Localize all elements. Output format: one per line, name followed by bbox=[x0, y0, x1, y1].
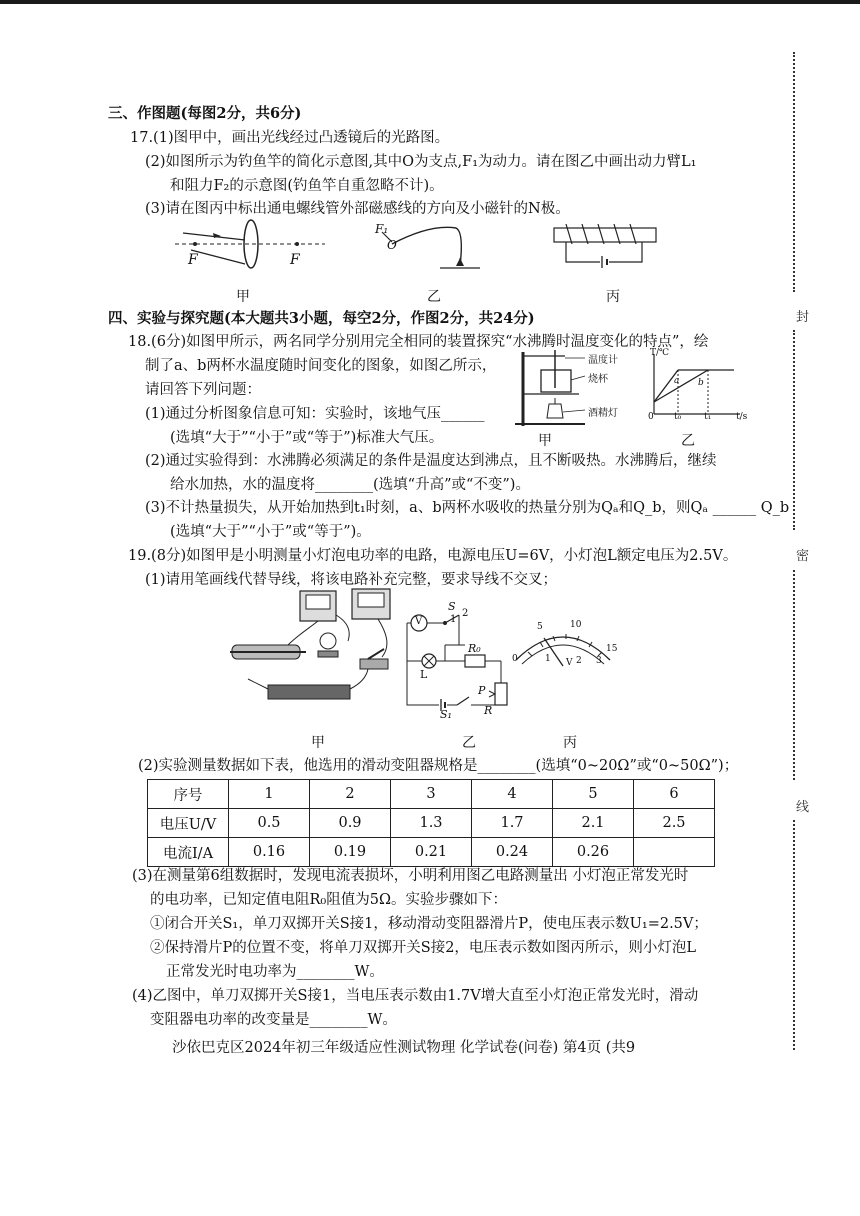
table-cell: 电流I/A bbox=[148, 838, 229, 867]
graph-origin: 0 bbox=[648, 412, 654, 422]
fig17-caption-yi: 乙 bbox=[427, 289, 441, 305]
terminal-1-label: 1 bbox=[450, 614, 457, 625]
q19-line3: (2)实验测量数据如下表，他选用的滑动变阻器规格是________(选填“0~20Ω”或“0~50Ω”)； bbox=[138, 758, 739, 774]
q17-part1: 17.(1)图甲中，画出光线经过凸透镜后的光路图。 bbox=[130, 130, 450, 146]
graph-line-a: a bbox=[674, 376, 680, 386]
lamp-l-label: L bbox=[420, 668, 428, 681]
slider-p-label: P bbox=[478, 684, 486, 697]
table-cell: 4 bbox=[472, 780, 553, 809]
alcohol-lamp-label: 酒精灯 bbox=[588, 408, 618, 419]
table-cell: 0.24 bbox=[472, 838, 553, 867]
switch-s-label: S bbox=[448, 600, 456, 613]
force-f1-label: F₁ bbox=[375, 222, 389, 236]
fig17-caption-bing: 丙 bbox=[606, 289, 620, 305]
dial-tick-3: 3 bbox=[596, 656, 602, 666]
fig19-caption-bing: 丙 bbox=[563, 735, 577, 751]
dial-unit: V bbox=[566, 658, 573, 668]
q19-line1: 19.(8分)如图甲是小明测量小灯泡电功率的电路，电源电压U=6V，小灯泡L额定电压为2.5V。 bbox=[128, 548, 738, 564]
graph-t0: t₀ bbox=[674, 412, 682, 422]
resistor-r0-label: R₀ bbox=[468, 642, 481, 655]
binding-line-dots bbox=[793, 330, 795, 530]
graph-t1: t₁ bbox=[704, 412, 712, 422]
switch-s1-label: S₁ bbox=[440, 708, 452, 721]
table-cell: 电压U/V bbox=[148, 809, 229, 838]
q19-line2: (1)请用笔画线代替导线，将该电路补充完整，要求导线不交叉； bbox=[145, 572, 558, 588]
focus-label-left: F bbox=[188, 252, 198, 268]
dial-tick-1: 1 bbox=[545, 654, 551, 664]
voltmeter-symbol-label: V bbox=[415, 616, 423, 627]
q18-line8: (3)不计热量损失，从开始加热到t₁时刻，a、b两杯水吸收的热量分别为Qₐ和Q_b，则Qₐ ______ Q_b bbox=[145, 500, 790, 516]
table-cell: 0.26 bbox=[553, 838, 634, 867]
table-row bbox=[148, 838, 715, 867]
dial-tick-15: 15 bbox=[606, 644, 618, 654]
table-cell: 2.1 bbox=[553, 809, 634, 838]
table-row bbox=[148, 809, 715, 838]
q18-line1: 18.(6分)如图甲所示，两名同学分别用完全相同的装置探究“水沸腾时温度变化的特点”，绘 bbox=[128, 334, 709, 350]
table-cell: 0.16 bbox=[229, 838, 310, 867]
q17-part2b: 和阻力F₂的示意图(钓鱼竿自重忽略不计)。 bbox=[170, 178, 444, 194]
binding-mark: 密 bbox=[796, 549, 810, 564]
q18-line2: 制了a、b两杯水温度随时间变化的图象，如图乙所示， bbox=[145, 358, 497, 374]
table-cell: 2 bbox=[310, 780, 391, 809]
fig18-caption-yi: 乙 bbox=[681, 433, 695, 449]
rheostat-r-label: R bbox=[484, 704, 493, 717]
table-cell: 0.19 bbox=[310, 838, 391, 867]
q19-line8: 正常发光时电功率为________W。 bbox=[166, 964, 384, 980]
table-cell: 1.7 bbox=[472, 809, 553, 838]
q18-line5: (选填“大于”“小于”或“等于”)标准大气压。 bbox=[170, 430, 444, 446]
table-cell: 序号 bbox=[148, 780, 229, 809]
q19-line9: (4)乙图中，单刀双掷开关S接1，当电压表示数由1.7V增大直至小灯泡正常发光时，滑动 bbox=[132, 988, 699, 1004]
table-cell: 0.21 bbox=[391, 838, 472, 867]
dial-tick-0: 0 bbox=[512, 654, 518, 664]
q19-line5: 的电功率，已知定值电阻R₀阻值为5Ω。实验步骤如下： bbox=[150, 892, 507, 908]
dial-tick-2: 2 bbox=[576, 656, 582, 666]
table-cell: 1.3 bbox=[391, 809, 472, 838]
table-cell: 0.5 bbox=[229, 809, 310, 838]
q18-line9: (选填“大于”“小于”或“等于”)。 bbox=[170, 524, 371, 540]
table-cell: 5 bbox=[553, 780, 634, 809]
focus-label-right: F bbox=[290, 252, 300, 268]
graph-yaxis-label: T/℃ bbox=[650, 348, 670, 358]
q17-part3: (3)请在图丙中标出通电螺线管外部磁感线的方向及小磁针的N极。 bbox=[145, 201, 570, 217]
table-cell: 0.9 bbox=[310, 809, 391, 838]
fig18-caption-jia: 甲 bbox=[538, 433, 552, 449]
table-cell: 1 bbox=[229, 780, 310, 809]
graph-xaxis-label: t/s bbox=[736, 412, 748, 422]
dial-tick-5: 5 bbox=[537, 622, 543, 632]
binding-line-dots bbox=[793, 570, 795, 780]
dial-tick-10: 10 bbox=[570, 620, 582, 630]
scan-top-border bbox=[0, 0, 860, 4]
q19-line7: ②保持滑片P的位置不变，将单刀双掷开关S接2，电压表示数如图丙所示，则小灯泡L bbox=[150, 940, 697, 956]
q18-line6: (2)通过实验得到：水沸腾必须满足的条件是温度达到沸点，且不断吸热。水沸腾后，继续 bbox=[145, 453, 717, 469]
section4-heading: 四、实验与探究题(本大题共3小题，每空2分，作图2分，共24分) bbox=[108, 310, 535, 327]
table-cell bbox=[634, 838, 715, 867]
binding-line-dots bbox=[793, 52, 795, 292]
temperature-graph bbox=[648, 352, 744, 422]
fig19-caption-yi: 乙 bbox=[462, 735, 476, 751]
table-row bbox=[148, 780, 715, 809]
terminal-2-label: 2 bbox=[462, 608, 469, 619]
q18-line7: 给水加热，水的温度将________(选填“升高”或“不变”)。 bbox=[170, 477, 530, 493]
solenoid-figure bbox=[552, 222, 662, 272]
q19-line10: 变阻器电功率的改变量是________W。 bbox=[150, 1012, 397, 1028]
fig19-caption-jia: 甲 bbox=[311, 735, 325, 751]
binding-mark: 线 bbox=[796, 800, 810, 815]
measurement-table bbox=[147, 779, 715, 867]
section3-heading: 三、作图题(每图2分，共6分) bbox=[108, 105, 302, 122]
page-footer: 沙依巴克区2024年初三年级适应性测试物理 化学试卷(问卷) 第4页 (共9 bbox=[172, 1040, 636, 1056]
q18-line4: (1)通过分析图象信息可知：实验时，该地气压______ bbox=[145, 406, 485, 422]
circuit-apparatus-figure bbox=[228, 585, 398, 710]
q19-line6: ①闭合开关S₁，单刀双掷开关S接1，移动滑动变阻器滑片P，使电压表示数U₁=2.5V； bbox=[150, 916, 708, 932]
table-cell: 2.5 bbox=[634, 809, 715, 838]
beaker-label: 烧杯 bbox=[588, 374, 608, 385]
q19-line4: (3)在测量第6组数据时，发现电流表损坏，小明利用图乙电路测量出 小灯泡正常发光时 bbox=[132, 868, 689, 884]
table-cell: 3 bbox=[391, 780, 472, 809]
pivot-o-label: O bbox=[387, 238, 397, 252]
q17-part2a: (2)如图所示为钓鱼竿的简化示意图,其中O为支点,F₁为动力。请在图乙中画出动力臂L₁ bbox=[145, 154, 697, 170]
binding-line-dots bbox=[793, 820, 795, 1050]
table-cell: 6 bbox=[634, 780, 715, 809]
graph-line-b: b bbox=[698, 378, 704, 388]
thermometer-label: 温度计 bbox=[588, 355, 618, 366]
q18-line3: 请回答下列问题： bbox=[145, 382, 261, 398]
binding-mark: 封 bbox=[796, 310, 810, 325]
fig17-caption-jia: 甲 bbox=[236, 289, 250, 305]
